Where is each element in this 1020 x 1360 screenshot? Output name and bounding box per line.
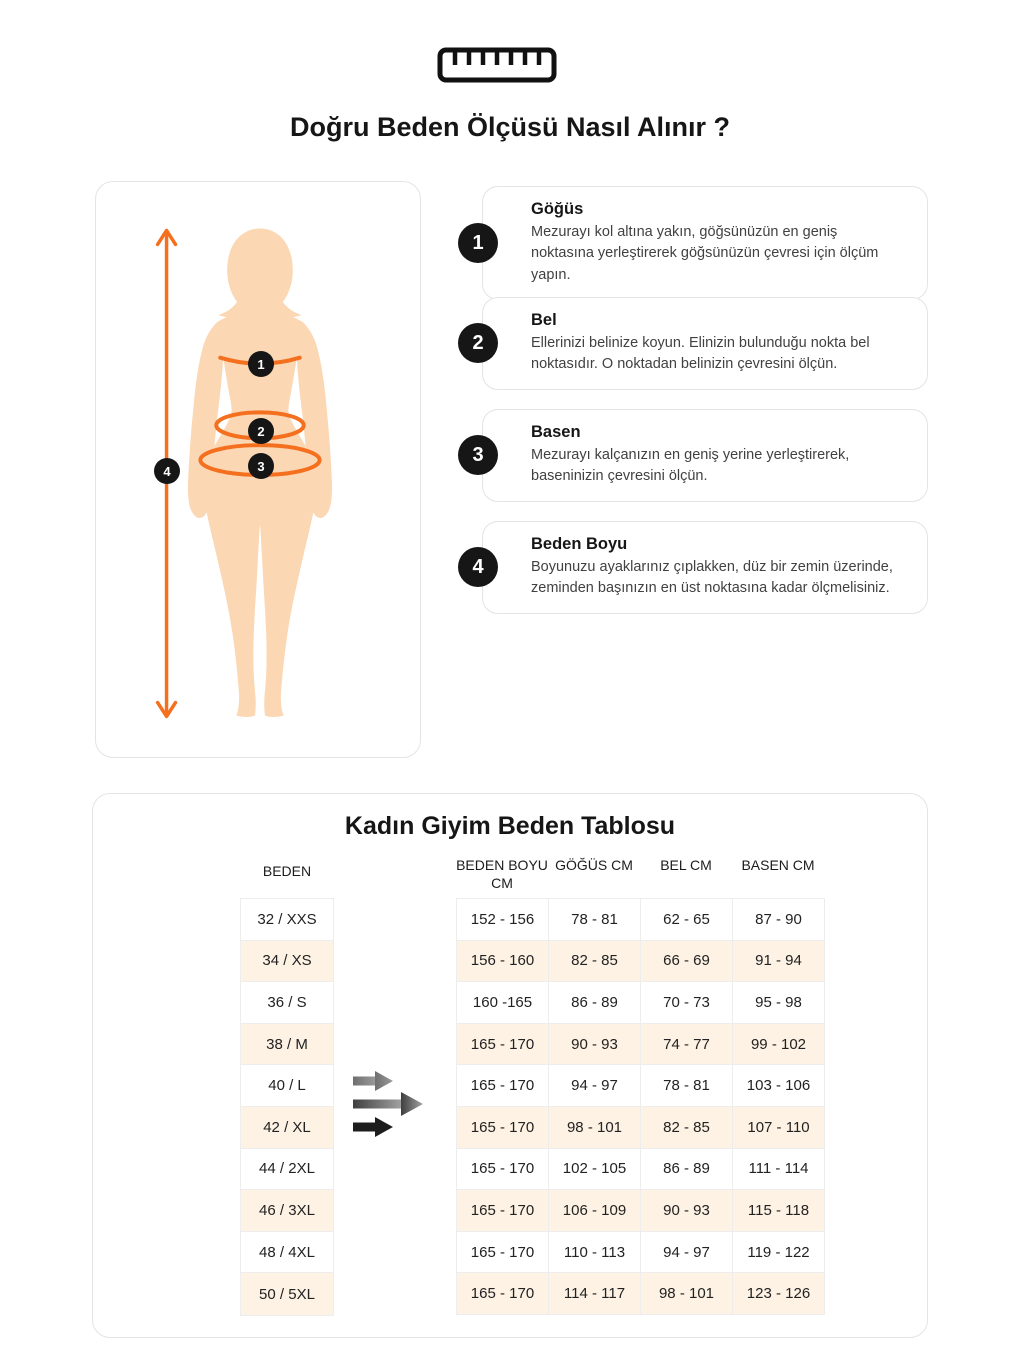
step-number-badge: 2 [458, 323, 498, 363]
table-cell: 78 - 81 [641, 1065, 733, 1107]
table-cell: 91 - 94 [733, 941, 825, 983]
measurements-table [456, 898, 825, 1315]
size-cell: 34 / XS [241, 941, 333, 983]
table-cell: 95 - 98 [733, 982, 825, 1024]
table-cell: 103 - 106 [733, 1065, 825, 1107]
instruction-title: Basen [531, 423, 581, 441]
instruction-text: Mezurayı kol altına yakın, göğsünüzün en geniş noktasına yerleştirerek göğsünüzün çevresi için ölçüm yapın. [531, 224, 879, 283]
table-cell: 87 - 90 [733, 899, 825, 941]
size-cell: 36 / S [241, 982, 333, 1024]
column-header-gogus: GÖĞÜS CM [555, 857, 633, 873]
size-cell: 32 / XXS [241, 899, 333, 941]
table-cell: 110 - 113 [549, 1232, 641, 1274]
instruction-chest [472, 186, 928, 300]
column-header-beden-boyu: BEDEN BOYU CM [456, 857, 548, 892]
instruction-title: Bel [531, 311, 557, 329]
table-cell: 115 - 118 [733, 1190, 825, 1232]
table-cell: 156 - 160 [457, 941, 549, 983]
size-cell: 50 / 5XL [241, 1273, 333, 1315]
instruction-height [472, 521, 928, 614]
table-cell: 66 - 69 [641, 941, 733, 983]
size-cell: 42 / XL [241, 1107, 333, 1149]
instruction-title: Göğüs [531, 200, 584, 218]
page-title: Doğru Beden Ölçüsü Nasıl Alınır ? [289, 112, 731, 142]
measure-column-headers [456, 856, 824, 892]
table-cell: 111 - 114 [733, 1149, 825, 1191]
table-cell: 90 - 93 [641, 1190, 733, 1232]
size-cell: 48 / 4XL [241, 1232, 333, 1274]
step-number-badge: 3 [458, 435, 498, 475]
size-table-title: Kadın Giyim Beden Tablosu [344, 812, 676, 840]
table-cell: 62 - 65 [641, 899, 733, 941]
table-cell: 165 - 170 [457, 1190, 549, 1232]
table-cell: 160 -165 [457, 982, 549, 1024]
table-cell: 107 - 110 [733, 1107, 825, 1149]
table-cell: 123 - 126 [733, 1273, 825, 1315]
table-cell: 70 - 73 [641, 982, 733, 1024]
table-cell: 99 - 102 [733, 1024, 825, 1066]
table-cell: 165 - 170 [457, 1107, 549, 1149]
step-number-badge: 4 [458, 547, 498, 587]
figure-badge-height: 4 [154, 458, 180, 484]
figure-badge-waist: 2 [248, 418, 274, 444]
table-cell: 165 - 170 [457, 1024, 549, 1066]
table-cell: 78 - 81 [549, 899, 641, 941]
table-cell: 86 - 89 [641, 1149, 733, 1191]
step-number-badge: 1 [458, 223, 498, 263]
instruction-waist [472, 297, 928, 390]
table-cell: 102 - 105 [549, 1149, 641, 1191]
instruction-title: Beden Boyu [531, 535, 628, 553]
size-cell: 44 / 2XL [241, 1149, 333, 1191]
column-header-beden: BEDEN [262, 863, 312, 879]
table-cell: 165 - 170 [457, 1232, 549, 1274]
table-cell: 98 - 101 [549, 1107, 641, 1149]
table-cell: 119 - 122 [733, 1232, 825, 1274]
size-label-column [240, 898, 334, 1316]
ruler-icon [437, 46, 557, 84]
figure-badge-chest: 1 [248, 351, 274, 377]
column-header-basen: BASEN CM [741, 857, 815, 873]
table-cell: 98 - 101 [641, 1273, 733, 1315]
instruction-hip [472, 409, 928, 502]
table-cell: 114 - 117 [549, 1273, 641, 1315]
table-cell: 152 - 156 [457, 899, 549, 941]
table-cell: 86 - 89 [549, 982, 641, 1024]
size-cell: 40 / L [241, 1065, 333, 1107]
size-cell: 38 / M [241, 1024, 333, 1066]
table-cell: 82 - 85 [549, 941, 641, 983]
table-cell: 165 - 170 [457, 1149, 549, 1191]
size-cell: 46 / 3XL [241, 1190, 333, 1232]
instruction-text: Boyunuzu ayaklarınız çıplakken, düz bir zemin üzerinde, zeminden başınızın en üst noktasına kadar ölçmelisiniz. [531, 559, 893, 597]
instruction-text: Ellerinizi belinize koyun. Elinizin bulunduğu nokta bel noktasıdır. O noktadan belinizin çevresini ölçün. [531, 335, 870, 373]
column-header-bel: BEL CM [660, 857, 712, 873]
table-cell: 106 - 109 [549, 1190, 641, 1232]
table-cell: 165 - 170 [457, 1273, 549, 1315]
instruction-text: Mezurayı kalçanızın en geniş yerine yerleştirerek, baseninizin çevresini ölçün. [531, 447, 850, 485]
table-cell: 94 - 97 [549, 1065, 641, 1107]
size-table-card [92, 793, 928, 1338]
table-cell: 82 - 85 [641, 1107, 733, 1149]
table-cell: 74 - 77 [641, 1024, 733, 1066]
table-cell: 165 - 170 [457, 1065, 549, 1107]
table-cell: 90 - 93 [549, 1024, 641, 1066]
three-arrows-icon [353, 1069, 428, 1139]
body-measurement-figure-card [95, 181, 421, 758]
table-cell: 94 - 97 [641, 1232, 733, 1274]
figure-badge-hip: 3 [248, 453, 274, 479]
